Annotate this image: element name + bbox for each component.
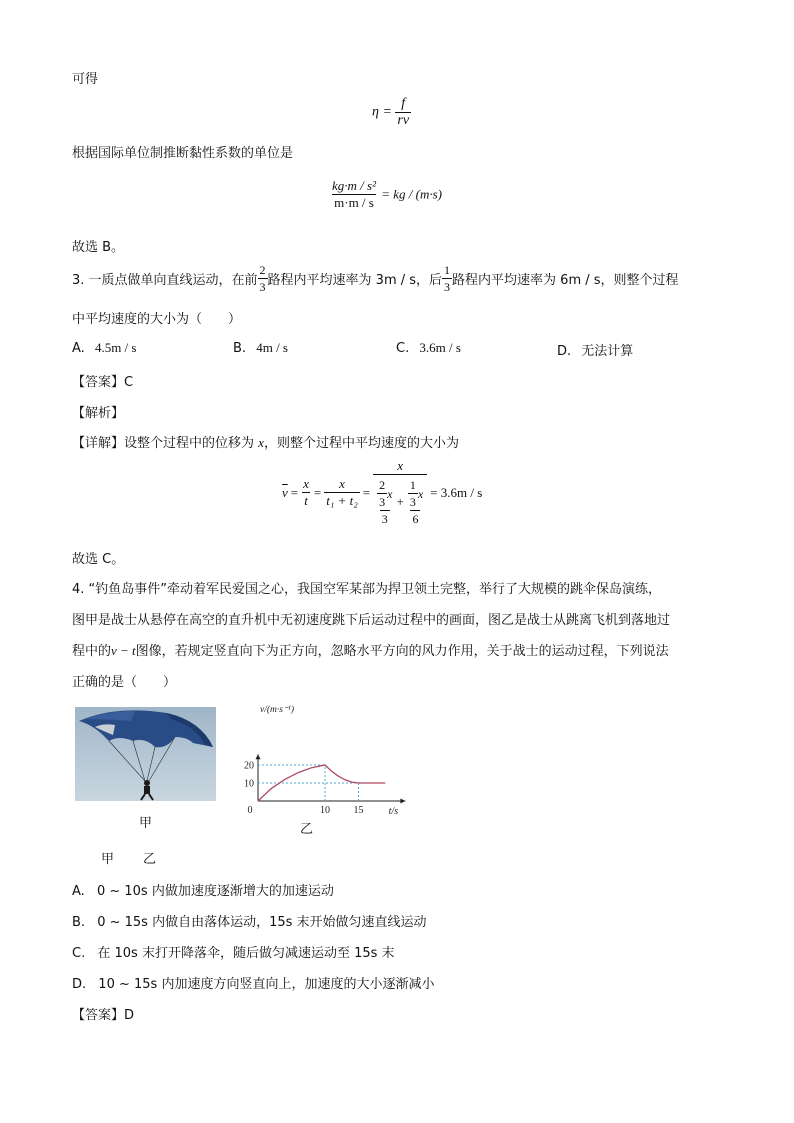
answer-value: C xyxy=(124,375,134,390)
option-text: 无法计算 xyxy=(581,344,634,359)
q3-detail xyxy=(72,432,459,451)
q4-stem-line2: 图甲是战士从悬停在高空的直升机中无初速度跳下后运动过程中的画面，图乙是战士从跳离飞机到落地过 xyxy=(72,613,671,628)
formula-x: x xyxy=(397,458,404,473)
q3-stem-part3: 路程内平均速率为 6m / s，则整个过程 xyxy=(452,273,679,288)
conclusion-text: 故选 C。 xyxy=(72,552,125,567)
formula-t1t2: t₁ + t₂ xyxy=(326,493,358,508)
figure-yi-label: 乙 xyxy=(300,822,314,837)
option-text: 0 ~ 10s 内做加速度逐渐增大的加速运动 xyxy=(96,884,334,899)
formula-x: x xyxy=(339,476,345,491)
y-axis-label: v/(m·s⁻¹) xyxy=(260,705,294,715)
velocity-formula: $\overline{v}$ = $\frac{x}{t}$ = $\frac{x}{\text{t₁ + t₂}}$ = x $\frac{2}{3}$ x 3 + $\frac{1}{3}$ x 6 = 3.6m / s xyxy=(282,458,483,526)
q3-option-a[interactable] xyxy=(72,340,136,356)
q4-option-a[interactable] xyxy=(72,880,334,899)
unit-rhs: = kg / (m·s) xyxy=(381,186,442,202)
x-tick-label: 10 xyxy=(320,805,330,816)
vt-chart xyxy=(236,700,416,820)
formula-den3: 3 xyxy=(381,512,388,526)
q4-stem-line3a: 程中的 xyxy=(72,644,112,659)
formula-inner-d1: 3 xyxy=(379,495,386,509)
conclusion-text: 故选 B。 xyxy=(72,240,125,255)
q3-stem-line2: 中平均速度的大小为（ ） xyxy=(72,312,242,327)
q3-option-d[interactable] xyxy=(557,340,633,359)
option-label: D. xyxy=(557,344,572,359)
q4-option-c[interactable] xyxy=(72,942,395,961)
formula-inner-n1: 2 xyxy=(379,478,386,492)
q3-option-c[interactable] xyxy=(396,340,461,356)
option-label: A. xyxy=(72,341,85,356)
detail-var: x xyxy=(258,435,264,450)
formula-den6: 6 xyxy=(412,512,419,526)
option-text: 10 ~ 15s 内加速度方向竖直向上，加速度的大小逐渐减小 xyxy=(98,977,435,992)
option-label: B. xyxy=(233,341,247,356)
option-label: B. xyxy=(72,915,86,930)
answer-tag: 【答案】 xyxy=(72,375,125,390)
caption-yi: 乙 xyxy=(143,852,157,867)
formula-result: = 3.6m / s xyxy=(430,484,483,500)
detail-tag: 【详解】 xyxy=(72,436,125,451)
q3-stem-part2: 路程内平均速率为 3m / s，后 xyxy=(267,273,443,288)
y-tick-label: 20 xyxy=(244,760,254,772)
q3-analysis-tag: 【解析】 xyxy=(72,406,125,421)
q3-frac2-den: 3 xyxy=(444,280,451,294)
option-text: 0 ~ 15s 内做自由落体运动，15s 末开始做匀速直线运动 xyxy=(97,915,427,930)
vt-symbol: v − t xyxy=(111,643,136,658)
formula-x: x xyxy=(387,486,393,501)
q4-stem-line3b: 图像，若规定竖直向下为正方向，忽略水平方向的风力作用，关于战士的运动过程，下列说法 xyxy=(135,644,669,659)
eta-formula xyxy=(372,96,411,129)
text-line: 可得 xyxy=(72,72,99,87)
formula-x: x xyxy=(303,476,309,491)
formula-v: $\overline{v}$ xyxy=(282,484,288,500)
answer-value: D xyxy=(124,1008,135,1023)
velocity-curve xyxy=(258,765,385,801)
eta-lhs: η = xyxy=(372,104,392,120)
q3-frac1-num: 2 xyxy=(259,263,266,277)
parachute-icon xyxy=(75,707,216,801)
option-text: 4m / s xyxy=(256,340,288,355)
eta-numerator: f xyxy=(401,96,406,111)
caption-jia: 甲 xyxy=(101,852,115,867)
detail-text: 设整个过程中的位移为 xyxy=(124,436,255,451)
q4-option-b[interactable] xyxy=(72,911,427,930)
eta-denominator: rv xyxy=(397,113,410,128)
x-axis-arrow xyxy=(400,799,405,804)
option-label: C. xyxy=(72,946,86,961)
formula-inner-d2: 3 xyxy=(409,495,416,509)
option-text: 4.5m / s xyxy=(94,340,137,355)
q3-answer xyxy=(72,371,133,390)
q4-stem-line4: 正确的是（ ） xyxy=(72,675,177,690)
formula-inner-n2: 1 xyxy=(409,478,416,492)
unit-formula xyxy=(330,178,442,211)
x-tick-label: 0 xyxy=(247,805,253,816)
unit-numerator: kg·m / s² xyxy=(332,178,376,193)
parachute-photo xyxy=(75,707,216,801)
q3-frac2-num: 1 xyxy=(444,263,451,277)
formula-x: x xyxy=(417,486,424,501)
q3-frac1-den: 3 xyxy=(259,280,266,294)
q4-stem-line3 xyxy=(72,640,669,659)
q4-option-d[interactable] xyxy=(72,973,434,992)
q4-answer xyxy=(72,1004,134,1023)
answer-tag: 【答案】 xyxy=(72,1008,125,1023)
option-label: D. xyxy=(72,977,87,992)
detail-text2: ，则整个过程中平均速度的大小为 xyxy=(263,436,459,451)
q3-stem-part1: 3. 一质点做单向直线运动，在前 xyxy=(72,273,258,288)
option-label: C. xyxy=(396,341,410,356)
q3-option-b[interactable] xyxy=(233,340,288,356)
figure-jia-label: 甲 xyxy=(139,816,153,831)
option-label: A. xyxy=(72,884,85,899)
text-line: 根据国际单位制推断黏性系数的单位是 xyxy=(72,146,294,161)
y-axis-arrow xyxy=(256,754,261,759)
option-text: 在 10s 末打开降落伞，随后做匀减速运动至 15s 末 xyxy=(97,946,395,961)
formula-t: t xyxy=(304,493,308,508)
y-tick-label: 10 xyxy=(244,778,254,790)
unit-denominator: m·m / s xyxy=(334,195,374,210)
q4-stem-line1: 4. “钓鱼岛事件”牵动着军民爱国之心，我国空军某部为捍卫领土完整，举行了大规模的跳伞保岛演练， xyxy=(72,582,662,597)
x-tick-label: 15 xyxy=(353,805,364,816)
x-axis-label: t/s xyxy=(388,806,399,817)
option-text: 3.6m / s xyxy=(419,340,461,355)
q3-stem xyxy=(72,262,679,295)
